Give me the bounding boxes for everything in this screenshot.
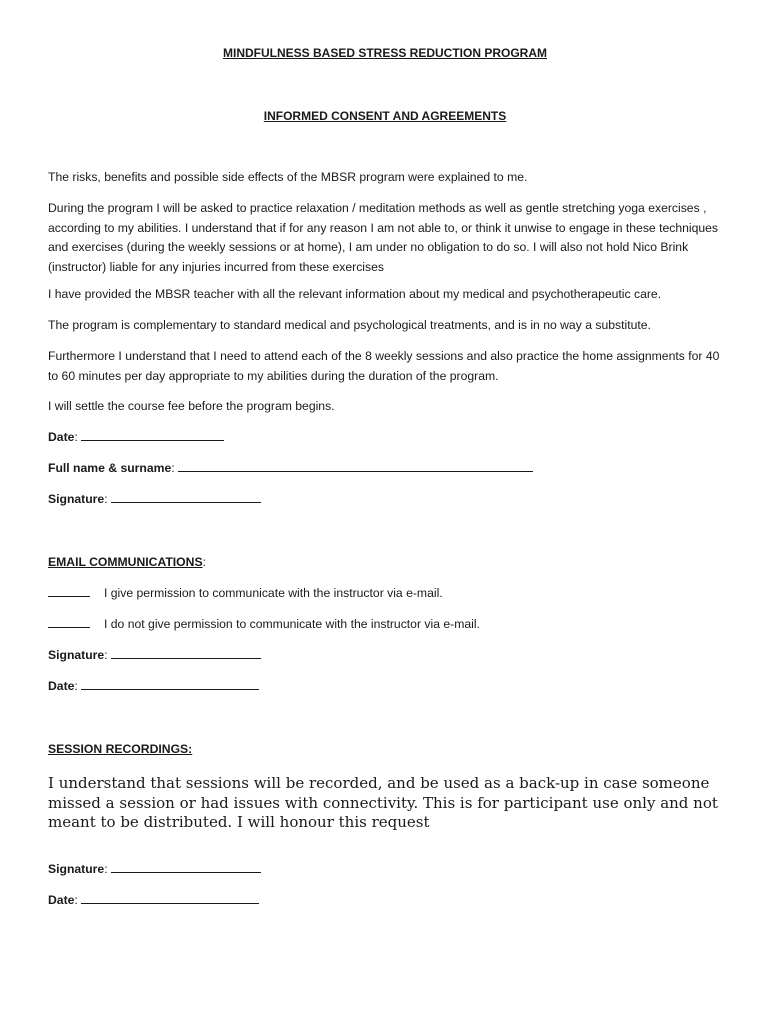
consent-date-label: Date <box>48 430 75 444</box>
paragraph-medical-info: I have provided the MBSR teacher with all the relevant information about my medical and psychotherapeutic care. <box>48 287 662 301</box>
recording-signature-label: Signature <box>48 862 105 876</box>
consent-date-blank[interactable] <box>81 428 224 441</box>
paragraph-course-fee: I will settle the course fee before the program begins. <box>48 399 335 413</box>
paragraph-risks: The risks, benefits and possible side effects of the MBSR program were explained to me. <box>48 170 528 184</box>
recording-date-label: Date <box>48 893 75 907</box>
consent-fullname-label: Full name & surname <box>48 461 172 475</box>
paragraph-exercises: During the program I will be asked to practice relaxation / meditation methods as well as gentle stretching yoga exercises , according to my abilities. I understand that if for any reason I am not able to, or think it unwise to engage in these techniques and exercises (during the weekly sessions or at home), I am under no obligation to do so. I will also not hold Nico Brink (instructor) liable for any injuries incurred from these exercises <box>48 201 719 274</box>
email-signature-label: Signature <box>48 648 105 662</box>
document-subtitle: INFORMED CONSENT AND AGREEMENTS <box>263 109 507 123</box>
consent-fullname-field[interactable]: Full name & surname: <box>48 459 533 479</box>
consent-fullname-blank[interactable] <box>178 459 533 472</box>
email-section-heading: EMAIL COMMUNICATIONS: <box>48 555 206 569</box>
consent-signature-label: Signature <box>48 492 105 506</box>
email-no-blank[interactable] <box>48 615 90 628</box>
email-signature-field[interactable]: Signature: <box>48 646 261 666</box>
recording-consent-text: I understand that sessions will be recorded, and be used as a back-up in case someone missed a session or had issues with connectivity. This is for participant use only and not meant to be distributed. I will honour this request <box>48 774 718 831</box>
email-signature-blank[interactable] <box>111 646 261 659</box>
email-permission-yes[interactable]: I give permission to communicate with the instructor via e-mail. <box>48 584 443 604</box>
recording-signature-blank[interactable] <box>111 860 261 873</box>
email-date-label: Date <box>48 679 75 693</box>
document-title: MINDFULNESS BASED STRESS REDUCTION PROGRAM <box>222 46 548 60</box>
consent-signature-field[interactable]: Signature: <box>48 490 261 510</box>
email-permission-no[interactable]: I do not give permission to communicate with the instructor via e-mail. <box>48 615 480 635</box>
consent-signature-blank[interactable] <box>111 490 261 503</box>
recording-signature-field[interactable]: Signature: <box>48 860 261 880</box>
email-date-field[interactable]: Date: <box>48 677 259 697</box>
consent-date-field[interactable]: Date: <box>48 428 224 448</box>
paragraph-complementary: The program is complementary to standard medical and psychological treatments, and is in no way a substitute. <box>48 318 651 332</box>
email-yes-blank[interactable] <box>48 584 90 597</box>
email-date-blank[interactable] <box>81 677 259 690</box>
recording-date-field[interactable]: Date: <box>48 891 259 911</box>
recording-section-heading: SESSION RECORDINGS: <box>48 742 193 756</box>
paragraph-attendance: Furthermore I understand that I need to attend each of the 8 weekly sessions and also practice the home assignments for 40 to 60 minutes per day appropriate to my abilities during the duration of the program. <box>48 349 720 383</box>
recording-date-blank[interactable] <box>81 891 259 904</box>
